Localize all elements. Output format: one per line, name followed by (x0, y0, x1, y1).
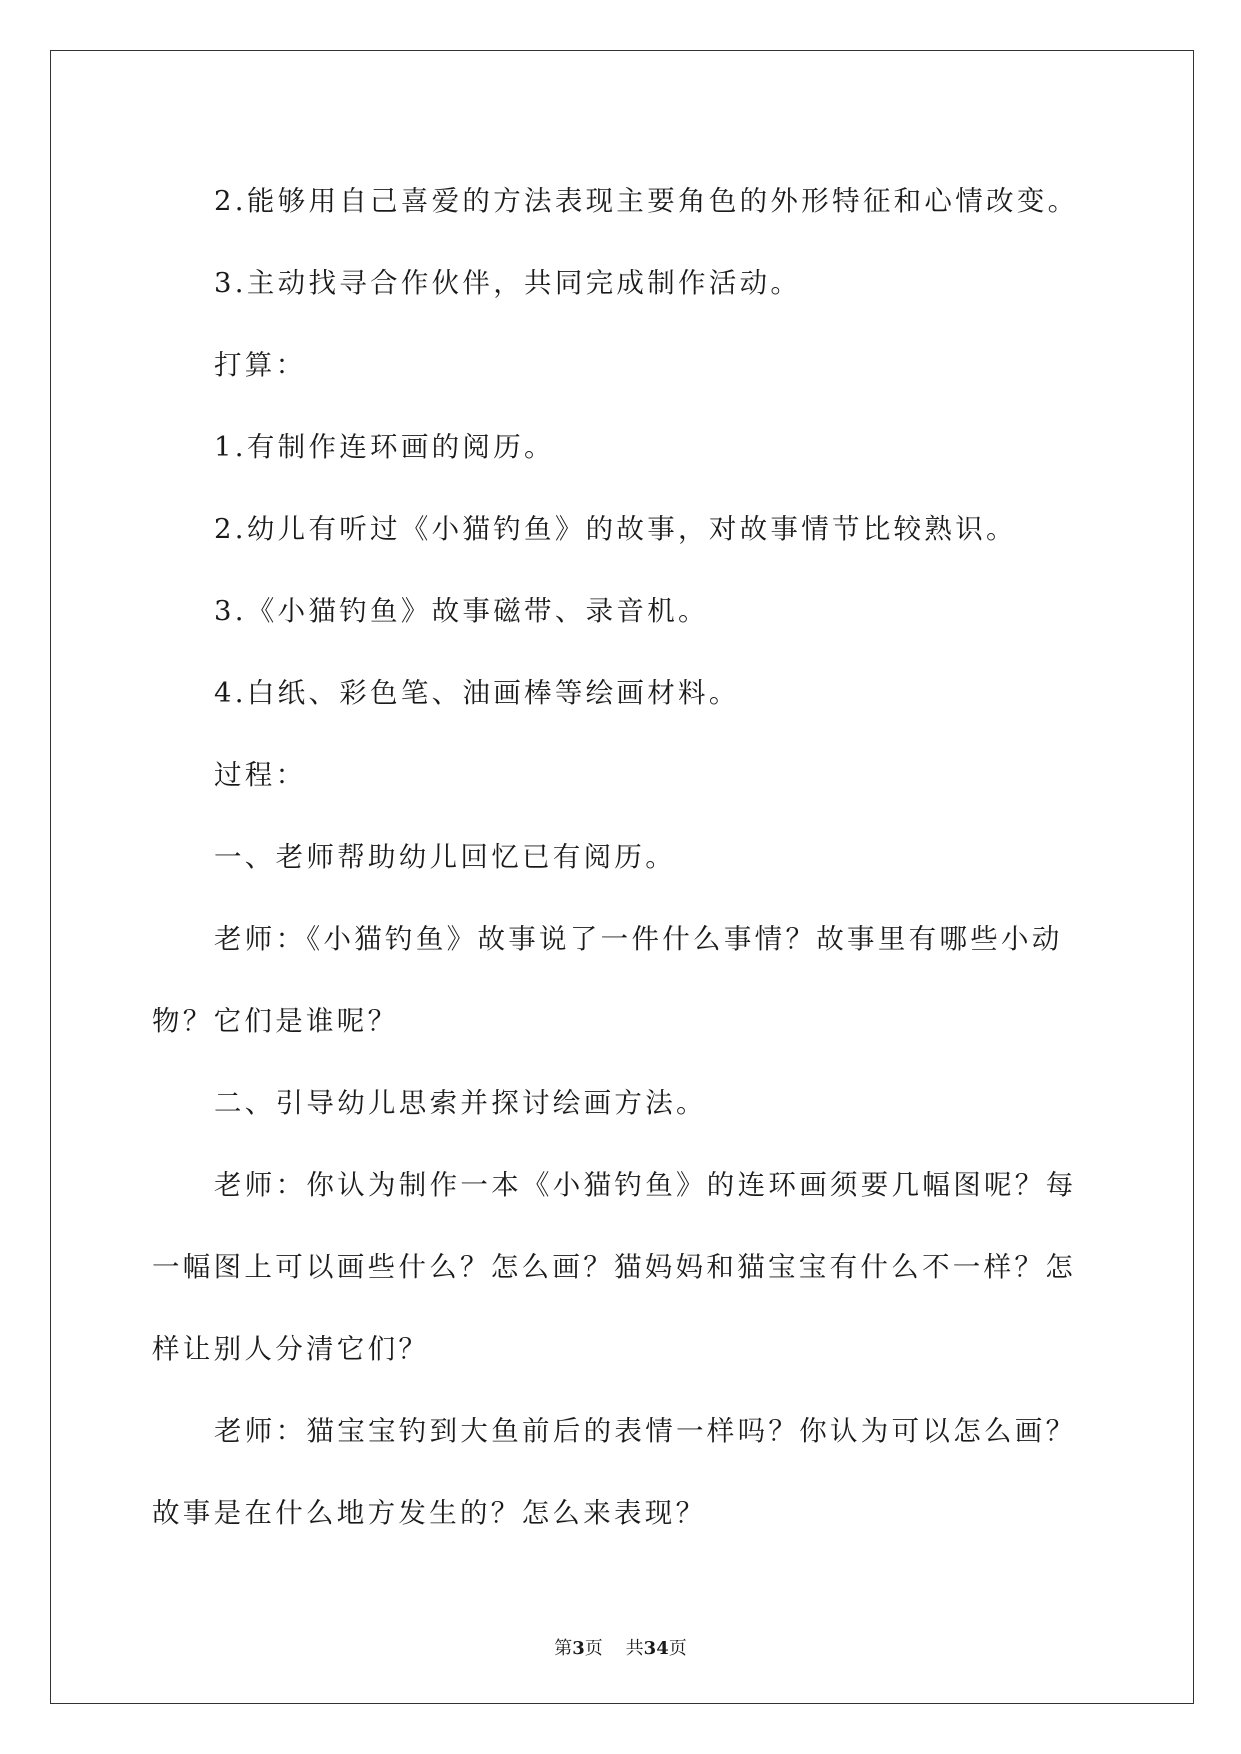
page-footer (0, 1634, 1241, 1660)
paragraph-step-2: 二、引导幼儿思索并探讨绘画方法。 (214, 1087, 707, 1119)
footer-current-page: 3 (572, 1638, 585, 1659)
paragraph-teacher-question-3: 老师：猫宝宝钓到大鱼前后的表情一样吗？你认为可以怎么画？故事是在什么地方发生的？怎么来表现？ (152, 1415, 1077, 1529)
paragraph-prep-3: 3.《小猫钓鱼》故事磁带、录音机。 (214, 595, 709, 627)
paragraph-prep-4: 4.白纸、彩色笔、油画棒等绘画材料。 (214, 677, 740, 709)
paragraph-teacher-question-2: 老师：你认为制作一本《小猫钓鱼》的连环画须要几幅图呢？每一幅图上可以画些什么？怎么画？猫妈妈和猫宝宝有什么不一样？怎样让别人分清它们？ (152, 1169, 1077, 1365)
footer-total-pages: 34 (643, 1638, 669, 1659)
section-heading-process: 过程： (214, 759, 307, 791)
paragraph-prep-1: 1.有制作连环画的阅历。 (214, 431, 555, 463)
footer-prefix: 第 (554, 1638, 573, 1659)
section-heading-preparation: 打算： (214, 349, 307, 381)
paragraph-goal-3: 3.主动找寻合作伙伴，共同完成制作活动。 (214, 267, 802, 299)
footer-total-suffix: 页 (668, 1638, 687, 1659)
footer-total-prefix: 共 (625, 1638, 644, 1659)
document-body (152, 160, 1092, 1554)
paragraph-goal-2: 2.能够用自己喜爱的方法表现主要角色的外形特征和心情改变。 (214, 185, 1079, 217)
footer-page-word: 页 (584, 1638, 603, 1659)
paragraph-prep-2: 2.幼儿有听过《小猫钓鱼》的故事，对故事情节比较熟识。 (214, 513, 1017, 545)
paragraph-step-1: 一、老师帮助幼儿回忆已有阅历。 (214, 841, 676, 873)
paragraph-teacher-question-1: 老师：《小猫钓鱼》故事说了一件什么事情？故事里有哪些小动物？它们是谁呢？ (152, 923, 1063, 1037)
